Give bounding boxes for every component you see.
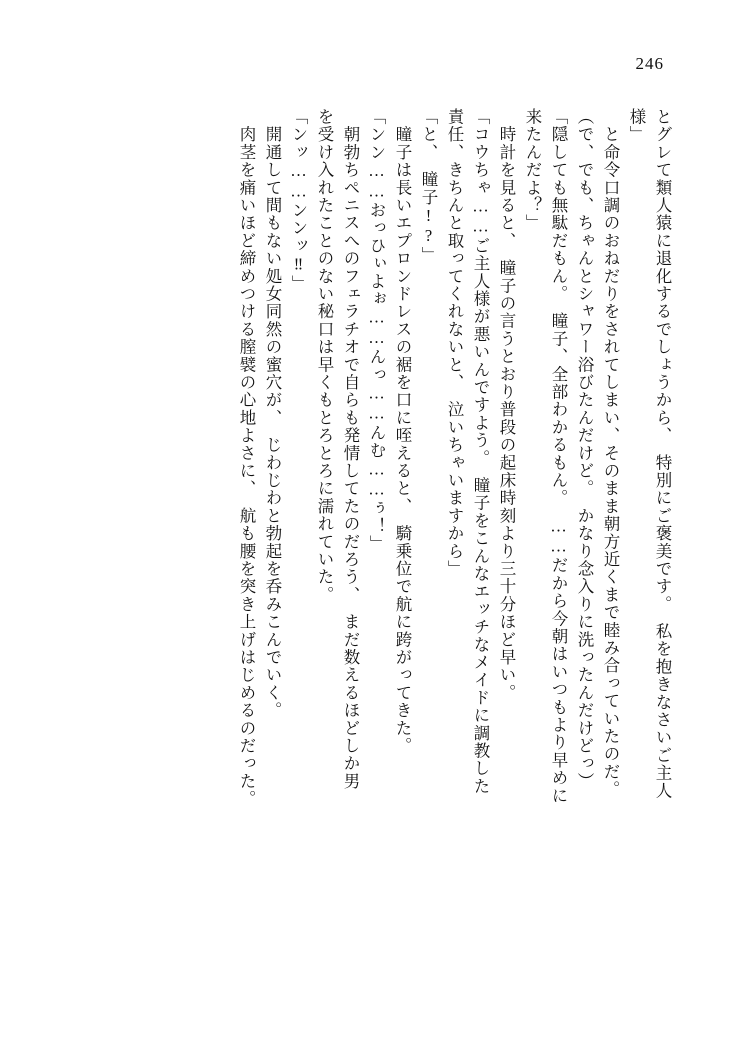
text-column: と命令口調のおねだりをされてしまい、そのまま朝方近くまで睦み合っていたのだ。 [601, 108, 620, 799]
text-column: を受け入れたことのない秘口は早くもとろとろに濡れていた。 [315, 108, 334, 604]
vertical-text-body [66, 108, 670, 948]
text-column: （で、でも、ちゃんとシャワー浴びたんだけど。 かなり念入りに洗ったんだけどっ） [575, 108, 594, 791]
text-column: 開通して間もない処女同然の蜜穴が、 じわじわと勃起を呑みこんでいく。 [263, 108, 282, 720]
text-column: 肉茎を痛いほど締めつける膣襞の心地よさに、 航も腰を突き上げはじめるのだった。 [237, 108, 256, 808]
text-column: 「ンン……おっひぃよぉ……んっ……んむ……ぅ！」 [367, 108, 386, 553]
text-column: 様」 [627, 108, 646, 144]
text-column: 朝勃ちペニスへのフェラチオで自らも発情してたのだろう、 まだ数えるほどしか男 [341, 108, 360, 791]
text-column: 「と、 瞳子!?」 [419, 108, 438, 265]
text-column: 瞳子は長いエプロンドレスの裾を口に咥えると、 騎乗位で航に跨がってきた。 [393, 108, 412, 755]
text-column: 「隠しても無駄だもん。 瞳子、全部わかるもん。 ……だから今朝はいつもより早めに [549, 108, 568, 805]
text-column: 時計を見ると、 瞳子の言うとおり普段の起床時刻より三十分ほど早い。 [497, 108, 516, 702]
text-column: とグレて類人猿に退化するでしょうから、 特別にご褒美です。 私を抱きなさいご主人 [653, 108, 672, 800]
text-column: 来たんだよ？」 [523, 108, 542, 232]
text-column: 責任、きちんと取ってくれないと、 泣いちゃいますから」 [445, 108, 464, 578]
text-column: 「ンッ……ンンッ‼」 [289, 108, 308, 293]
page-number: 246 [635, 54, 664, 73]
text-column: 「コウちゃ……ご主人様が悪いんですよう。 瞳子をこんなエッチなメイドに調教した [471, 108, 490, 796]
